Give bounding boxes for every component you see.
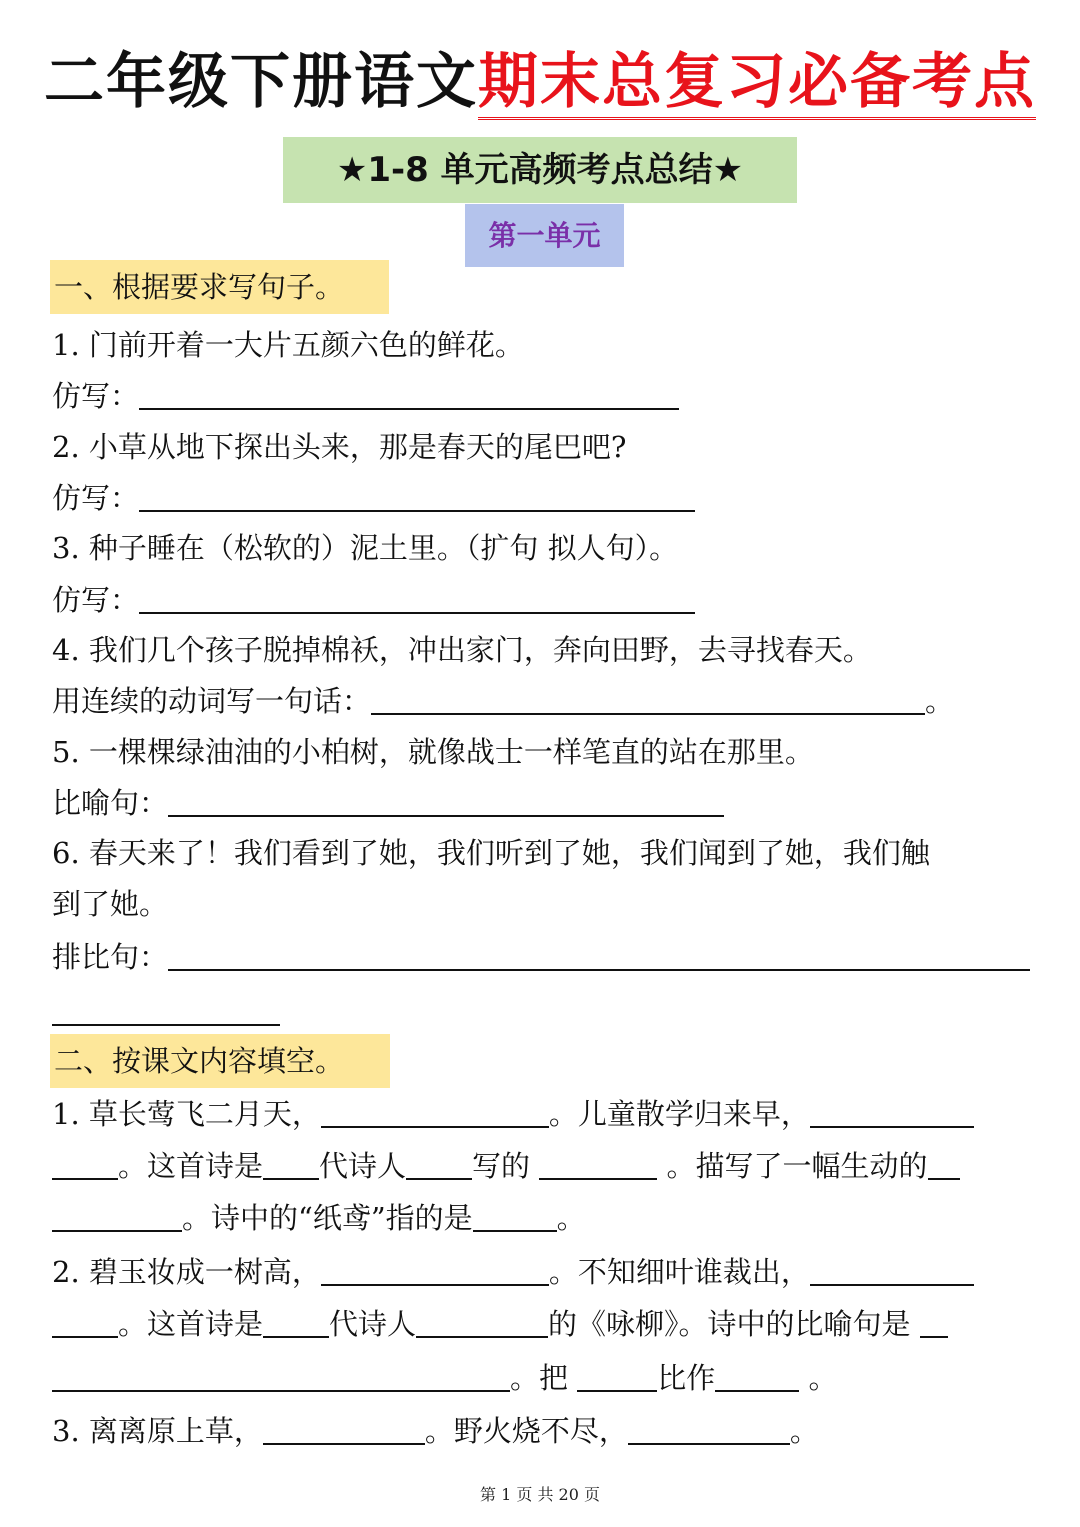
question-5: 5. 一棵棵绿油油的小柏树，就像战士一样笔直的站在那里。: [52, 735, 814, 769]
fill-blank[interactable]: [810, 1254, 974, 1286]
fill-blank[interactable]: [928, 1148, 960, 1180]
poem-2-line3: 。把 比作 。: [52, 1358, 837, 1398]
question-6-line2: 到了她。: [52, 887, 169, 921]
fill-blank[interactable]: [263, 1413, 425, 1445]
poem-2-line2: 。这首诗是 代诗人 的《咏柳》。诗中的比喻句是: [52, 1304, 948, 1344]
fill-blank[interactable]: [473, 1200, 557, 1232]
fill-blank[interactable]: [539, 1148, 657, 1180]
poem-1-line2: 。这首诗是 代诗人 写的 。描写了一幅生动的: [52, 1146, 960, 1186]
page-title: 二年级下册语文期末总复习必备考点: [0, 42, 1080, 122]
question-2: 2. 小草从地下探出头来，那是春天的尾巴吧?: [52, 430, 627, 464]
fill-blank[interactable]: [52, 1148, 118, 1180]
fill-blank[interactable]: [920, 1306, 948, 1338]
answer-line-2: 仿写：: [52, 478, 695, 518]
poem-1-line1: 1. 草长莺飞二月天， 。儿童散学归来早，: [52, 1094, 974, 1134]
answer-blank[interactable]: [139, 582, 695, 614]
subtitle-banner: ★1-8 单元高频考点总结★: [283, 137, 797, 203]
answer-blank-continued[interactable]: [52, 1024, 280, 1026]
question-1: 1. 门前开着一大片五颜六色的鲜花。: [52, 328, 524, 362]
fill-blank[interactable]: [321, 1096, 549, 1128]
answer-blank[interactable]: [168, 939, 1030, 971]
unit-tag: 第一单元: [465, 204, 624, 267]
answer-line-3: 仿写：: [52, 580, 695, 620]
poem-2-line1: 2. 碧玉妆成一树高， 。不知细叶谁裁出，: [52, 1252, 974, 1292]
fill-blank[interactable]: [628, 1413, 790, 1445]
fill-blank[interactable]: [263, 1306, 329, 1338]
page-footer: 第 1 页 共 20 页: [480, 1485, 600, 1504]
question-6-line1: 6. 春天来了！我们看到了她，我们听到了她，我们闻到了她，我们触: [52, 836, 930, 870]
question-3: 3. 种子睡在（松软的）泥土里。（扩句 拟人句）。: [52, 531, 679, 565]
fill-blank[interactable]: [321, 1254, 549, 1286]
fill-blank[interactable]: [406, 1148, 472, 1180]
fill-blank[interactable]: [52, 1200, 182, 1232]
answer-line-4: 用连续的动词写一句话： 。: [52, 684, 955, 718]
fill-blank[interactable]: [52, 1360, 510, 1392]
answer-blank[interactable]: [139, 378, 679, 410]
fill-blank[interactable]: [577, 1360, 657, 1392]
section-heading-1: 一、根据要求写句子。: [50, 260, 389, 314]
section-heading-2: 二、按课文内容填空。: [50, 1034, 390, 1088]
fill-blank[interactable]: [810, 1096, 974, 1128]
poem-1-line3: 。诗中的“纸鸢”指的是 。: [52, 1198, 586, 1238]
answer-line-6: 排比句：: [52, 937, 1030, 977]
answer-blank[interactable]: [168, 785, 724, 817]
answer-line-5: 比喻句：: [52, 783, 724, 823]
fill-blank[interactable]: [263, 1148, 319, 1180]
fill-blank[interactable]: [715, 1360, 799, 1392]
answer-line-1: 仿写：: [52, 376, 679, 416]
answer-blank[interactable]: [371, 683, 925, 715]
fill-blank[interactable]: [52, 1306, 118, 1338]
fill-blank[interactable]: [416, 1306, 548, 1338]
question-4: 4. 我们几个孩子脱掉棉袄，冲出家门，奔向田野，去寻找春天。: [52, 633, 872, 667]
poem-3-line1: 3. 离离原上草， 。野火烧不尽， 。: [52, 1414, 819, 1448]
answer-blank[interactable]: [139, 480, 695, 512]
